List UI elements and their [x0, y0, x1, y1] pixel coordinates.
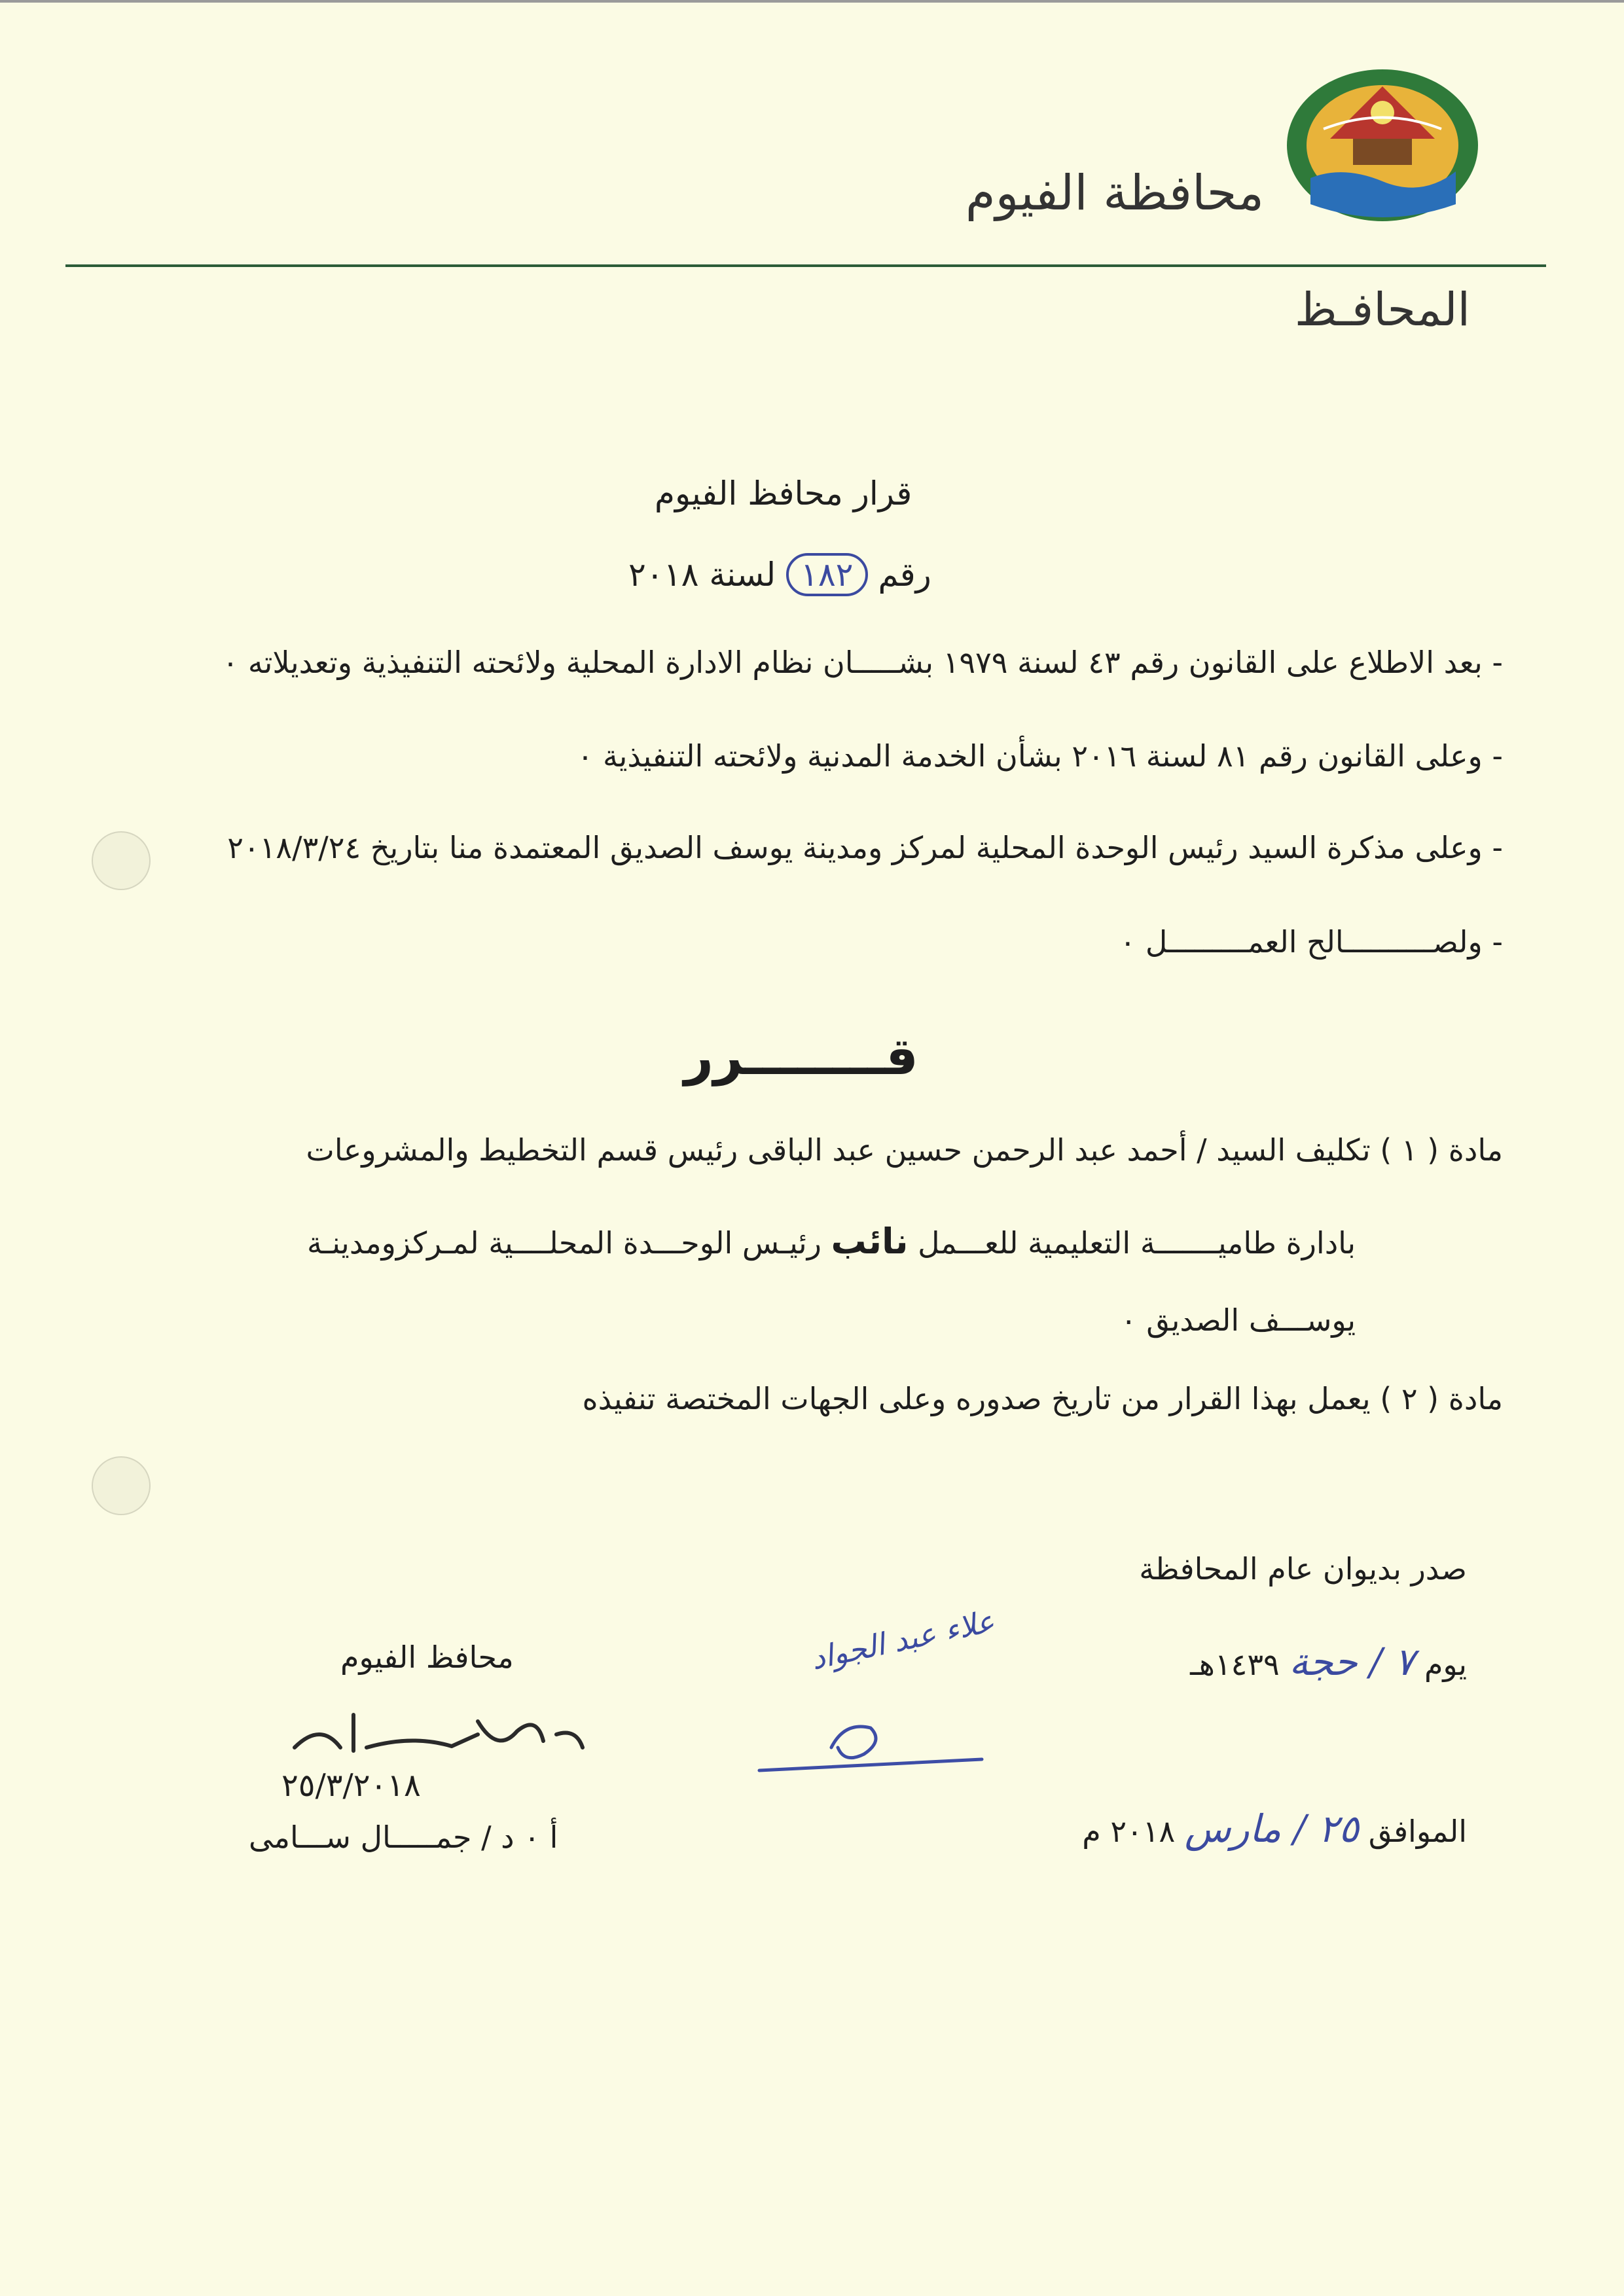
- top-border: [0, 0, 1624, 3]
- article-1-text-a: بادارة طاميـــــــة التعليمية للعـــمل: [918, 1225, 1356, 1261]
- article-1-line-1: مادة ( ١ ) تكليف السيد / أحمد عبد الرحمن حسين عبد الباقى رئيس قسم التخطيط والمشروعات: [306, 1132, 1503, 1168]
- article-1-line-2: [307, 1221, 1356, 1262]
- governor-signature: [281, 1695, 596, 1767]
- decision-number-line: [628, 553, 931, 596]
- gregorian-label: الموافق: [1368, 1814, 1467, 1849]
- governor-handwritten-date: ٢٥/٣/٢٠١٨: [281, 1767, 421, 1804]
- hijri-year: ١٤٣٩هـ: [1190, 1647, 1280, 1682]
- number-suffix: لسنة ٢٠١٨: [628, 556, 776, 594]
- issued-at: صدر بديوان عام المحافظة: [1139, 1551, 1467, 1587]
- hijri-date-line: [1190, 1640, 1467, 1684]
- punch-hole: [92, 1456, 151, 1515]
- hijri-handwritten: ٧ / حجة: [1289, 1640, 1415, 1684]
- governor-title: محافظ الفيوم: [340, 1640, 514, 1675]
- day-label: يوم: [1424, 1647, 1467, 1682]
- article-1-line-3: يوســـف الصديق ٠: [1120, 1302, 1356, 1338]
- number-prefix: رقم: [878, 556, 931, 594]
- gregorian-year: ٢٠١٨ م: [1082, 1814, 1176, 1849]
- reviewer-signature-text: علاء عبد الجواد: [808, 1603, 998, 1677]
- header-rule: [65, 264, 1546, 267]
- decision-title: قرار محافظ الفيوم: [655, 475, 912, 512]
- decided-heading: قــــــــرر: [684, 1028, 918, 1086]
- gregorian-date-line: [1082, 1806, 1467, 1851]
- gregorian-handwritten: ٢٥ / مارس: [1184, 1806, 1360, 1851]
- decision-number: ١٨٢: [786, 553, 868, 596]
- preamble-item: - بعد الاطلاع على القانون رقم ٤٣ لسنة ١٩٧٩ بشـــــان نظام الادارة المحلية ولائحته التنفيذية وتعديلاته ٠: [222, 645, 1503, 680]
- office-title: المحافـظ: [1294, 283, 1470, 336]
- fayoum-governorate-logo: [1284, 67, 1481, 224]
- article-2: مادة ( ٢ ) يعمل بهذا القرار من تاريخ صدوره وعلى الجهات المختصة تنفيذه: [582, 1381, 1503, 1416]
- preamble-item: - ولصــــــــــالح العمـــــــــل ٠: [1119, 924, 1503, 960]
- punch-hole: [92, 831, 151, 890]
- preamble-item: - وعلى القانون رقم ٨١ لسنة ٢٠١٦ بشأن الخدمة المدنية ولائحته التنفيذية ٠: [577, 738, 1503, 774]
- preamble-item: - وعلى مذكرة السيد رئيس الوحدة المحلية لمركز ومدينة يوسف الصديق المعتمدة منا بتاريخ ٢٠١٨/٣/٢٤: [227, 830, 1503, 865]
- article-1-bold-word: نائب: [831, 1221, 909, 1262]
- article-1-text-b: رئيـس الوحـــدة المحلــــية لمـركزومدينـة: [307, 1225, 821, 1261]
- reviewer-signature: [746, 1603, 998, 1780]
- governorate-name: محافظة الفيوم: [965, 165, 1264, 221]
- governor-name: أ ٠ د / جمـــــال ســـامى: [249, 1820, 558, 1855]
